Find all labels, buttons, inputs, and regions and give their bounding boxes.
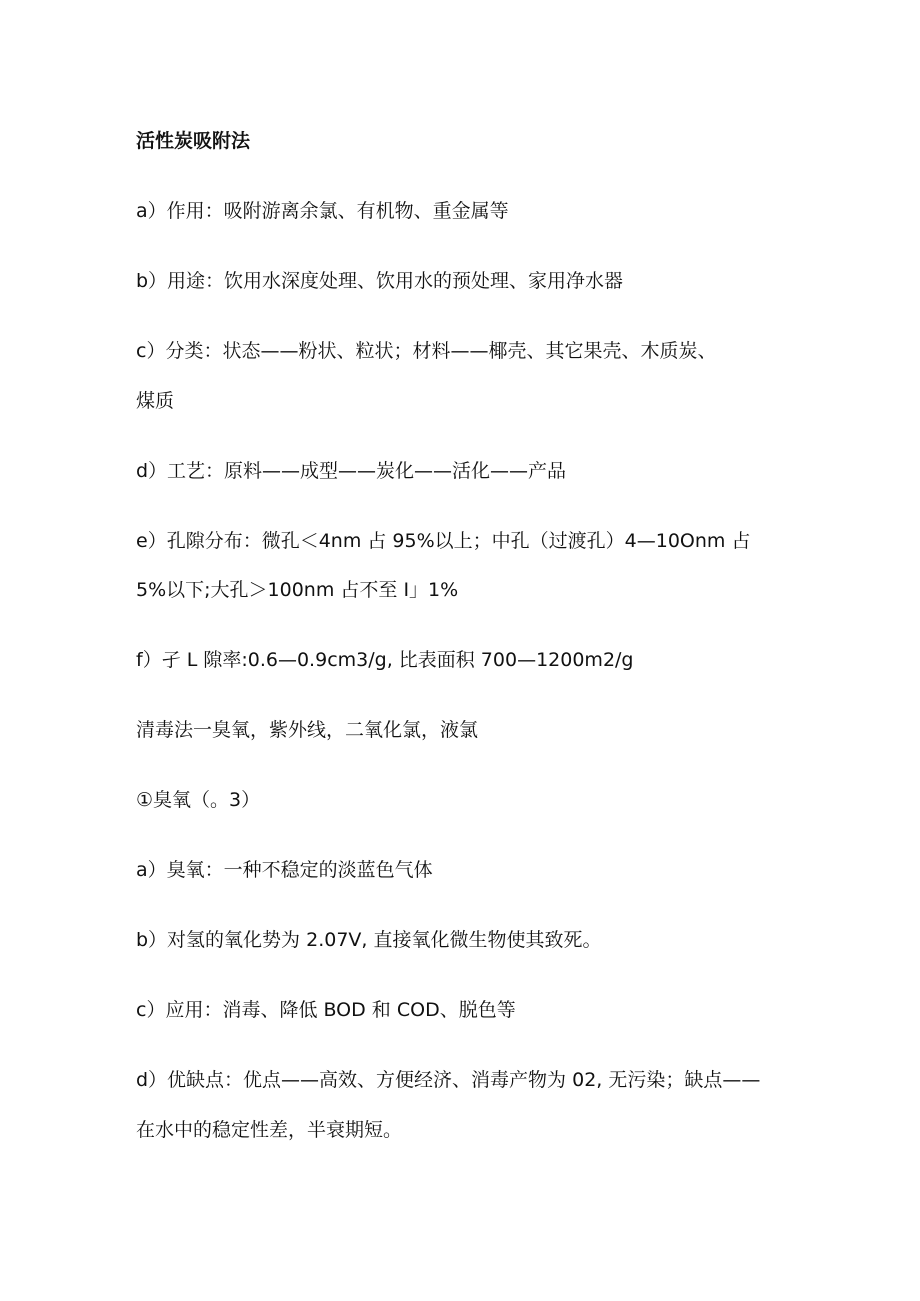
ozone-heading: ①臭氧（。3） bbox=[136, 789, 261, 811]
carbon-item-f: f）孑 L 隙率:0.6—0.9cm3∕g, 比表面积 700—1200m2∕g bbox=[136, 649, 634, 671]
ozone-item-a: a）臭氧：一种不稳定的淡蓝色气体 bbox=[136, 859, 433, 881]
carbon-item-c-line2: 煤质 bbox=[136, 390, 175, 412]
ozone-item-c: c）应用：消毒、降低 BOD 和 COD、脱色等 bbox=[136, 999, 516, 1021]
ozone-item-d-line1: d）优缺点：优点——高效、方便经济、消毒产物为 02, 无污染；缺点—— bbox=[136, 1069, 761, 1091]
carbon-item-d: d）工艺：原料——成型——炭化——活化——产品 bbox=[136, 460, 567, 482]
carbon-item-b: b）用途：饮用水深度处理、饮用水的预处理、家用净水器 bbox=[136, 270, 624, 292]
ozone-item-b: b）对氢的氧化势为 2.07V, 直接氧化微生物使其致死。 bbox=[136, 929, 602, 951]
carbon-item-a: a）作用：吸附游离余氯、有机物、重金属等 bbox=[136, 200, 509, 222]
carbon-item-e-line2: 5%以下;大孔＞100nm 占不至 I」1% bbox=[136, 579, 459, 601]
ozone-item-d-line2: 在水中的稳定性差，半衰期短。 bbox=[136, 1119, 403, 1141]
carbon-item-c-line1: c）分类：状态——粉状、粒状；材料——椰壳、其它果壳、木质炭、 bbox=[136, 340, 717, 362]
carbon-item-e-line1: e）孔隙分布：微孔＜4nm 占 95%以上；中孔（过渡孔）4—10Onm 占 bbox=[136, 530, 751, 552]
disinfection-heading: 清毒法一臭氧，紫外线，二氧化氯，液氯 bbox=[136, 719, 479, 741]
section-title: 活性炭吸附法 bbox=[136, 130, 251, 152]
